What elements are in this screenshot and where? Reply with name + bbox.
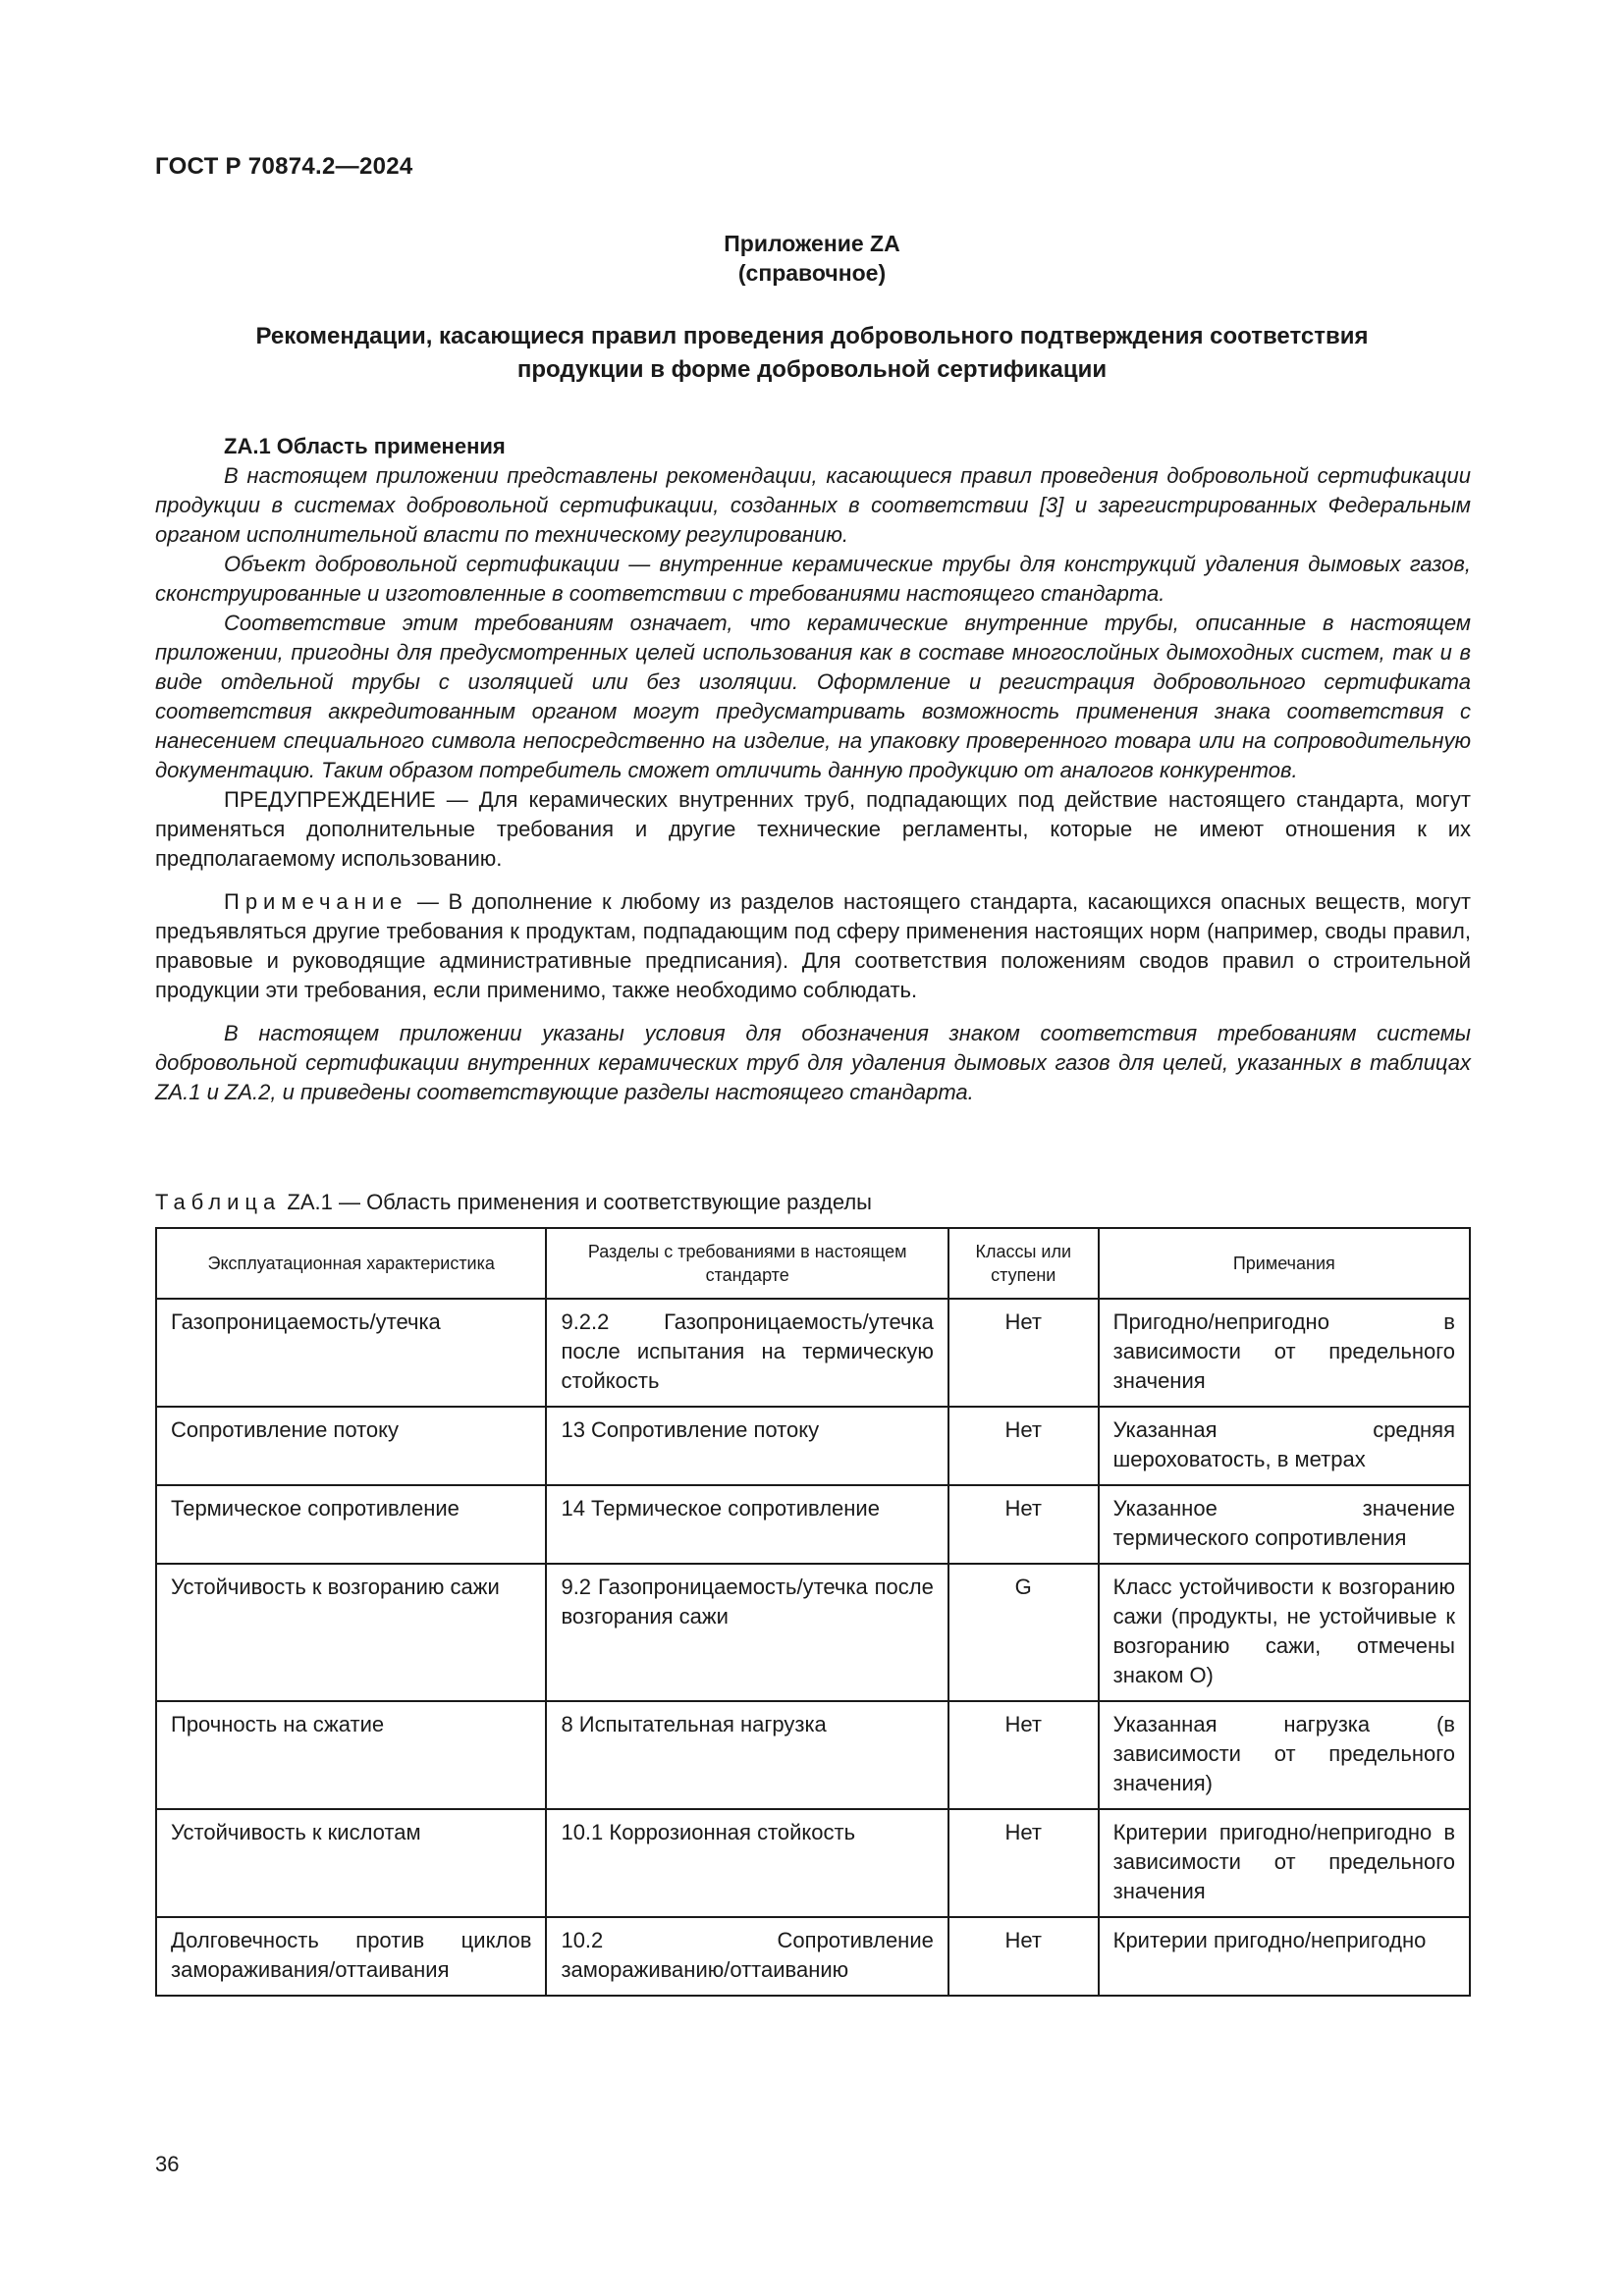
cell-sections: 10.1 Коррозионная стойкость bbox=[546, 1809, 947, 1917]
paragraph-intro: В настоящем приложении представлены рекомендации, касающиеся правил проведения добровольной сертификации продукции в системах добровольной сертификации, созданных в соответствии [3] и зарегистрированных Федеральным органом исполнительной власти по техническому регулированию. bbox=[155, 463, 1471, 547]
table-row bbox=[156, 1809, 1470, 1917]
body-text bbox=[155, 432, 1471, 1107]
note-label: Примечание bbox=[224, 889, 408, 914]
table-row bbox=[156, 1564, 1470, 1701]
scope-table bbox=[155, 1227, 1471, 1997]
cell-characteristic: Долговечность против циклов замораживания/оттаивания bbox=[156, 1917, 546, 1996]
cell-characteristic: Устойчивость к возгоранию сажи bbox=[156, 1564, 546, 1701]
paragraph-conformity: Соответствие этим требованиям означает, что керамические внутренние трубы, описанные в настоящем приложении, пригодны для предусмотренных целей использования как в составе многослойных дымоходных систем, так и в виде отдельной трубы с изоляцией или без изоляции. Оформление и регистрация добровольного сертификата соответствия аккредитованным органом могут предусматривать возможность применения знака соответствия с нанесением специального символа непосредственно на изделие, на упаковку проверенного товара или на сопроводительную документацию. Таким образом потребитель сможет отличить данную продукцию от аналогов конкурентов. bbox=[155, 611, 1471, 782]
paragraph-object: Объект добровольной сертификации — внутренние керамические трубы для конструкций удаления дымовых газов, сконструированные и изготовленные в соответствии с требованиями настоящего стандарта. bbox=[155, 552, 1471, 606]
header-characteristic: Эксплуатационная характеристика bbox=[156, 1228, 546, 1299]
header-sections: Разделы с требованиями в настоящем стандарте bbox=[546, 1228, 947, 1299]
cell-characteristic: Газопроницаемость/утечка bbox=[156, 1299, 546, 1407]
cell-notes: Критерии пригодно/непригодно в зависимости от предельного значения bbox=[1099, 1809, 1470, 1917]
note-text: — В дополнение к любому из разделов настоящего стандарта, касающихся опасных веществ, могут предъявляться другие требования к продуктам, подпадающим под сферу применения настоящих норм (например, своды правил, правовые и руководящие административные предписания). Для соответствия положениям сводов правил о строительной продукции эти требования, если применимо, также необходимо соблюдать. bbox=[155, 889, 1471, 1002]
cell-notes: Указанное значение термического сопротивления bbox=[1099, 1485, 1470, 1564]
table-row bbox=[156, 1917, 1470, 1996]
cell-notes: Пригодно/непригодно в зависимости от предельного значения bbox=[1099, 1299, 1470, 1407]
cell-notes: Класс устойчивости к возгоранию сажи (продукты, не устойчивые к возгоранию сажи, отмечены знаком O) bbox=[1099, 1564, 1470, 1701]
table-row bbox=[156, 1485, 1470, 1564]
cell-classes: Нет bbox=[948, 1917, 1099, 1996]
cell-characteristic: Устойчивость к кислотам bbox=[156, 1809, 546, 1917]
cell-notes: Критерии пригодно/непригодно bbox=[1099, 1917, 1470, 1996]
paragraph-tables-ref: В настоящем приложении указаны условия для обозначения знаком соответствия требованиям системы добровольной сертификации внутренних керамических труб для удаления дымовых газов для целей, указанных в таблицах ZA.1 и ZA.2, и приведены соответствующие разделы настоящего стандарта. bbox=[155, 1021, 1471, 1104]
cell-characteristic: Прочность на сжатие bbox=[156, 1701, 546, 1809]
document-code: ГОСТ Р 70874.2—2024 bbox=[155, 153, 413, 180]
cell-classes: Нет bbox=[948, 1407, 1099, 1485]
appendix-type: (справочное) bbox=[737, 260, 887, 286]
table-caption-text: ZA.1 — Область применения и соответствующие разделы bbox=[281, 1190, 872, 1214]
cell-classes: Нет bbox=[948, 1701, 1099, 1809]
cell-sections: 14 Термическое сопротивление bbox=[546, 1485, 947, 1564]
cell-classes: G bbox=[948, 1564, 1099, 1701]
appendix-label: Приложение ZA bbox=[724, 231, 900, 256]
cell-classes: Нет bbox=[948, 1809, 1099, 1917]
paragraph-note bbox=[155, 887, 1471, 1005]
cell-classes: Нет bbox=[948, 1485, 1099, 1564]
cell-sections: 10.2 Сопротивление замораживанию/оттаиванию bbox=[546, 1917, 947, 1996]
section-heading: ZA.1 Область применения bbox=[224, 434, 506, 458]
cell-sections: 8 Испытательная нагрузка bbox=[546, 1701, 947, 1809]
table-row bbox=[156, 1299, 1470, 1407]
cell-characteristic: Сопротивление потоку bbox=[156, 1407, 546, 1485]
page-number: 36 bbox=[155, 2152, 180, 2176]
cell-classes: Нет bbox=[948, 1299, 1099, 1407]
cell-sections: 9.2.2 Газопроницаемость/утечка после испытания на термическую стойкость bbox=[546, 1299, 947, 1407]
paragraph-warning: ПРЕДУПРЕЖДЕНИЕ — Для керамических внутренних труб, подпадающих под действие настоящего стандарта, могут применяться дополнительные требования и другие технические регламенты, которые не имеют отношения к их предполагаемому использованию. bbox=[155, 787, 1471, 871]
appendix-title bbox=[0, 229, 1624, 288]
header-notes: Примечания bbox=[1099, 1228, 1470, 1299]
table-caption bbox=[155, 1190, 872, 1215]
main-title: Рекомендации, касающиеся правил проведения добровольного подтверждения соответствия продукции в форме добровольной сертификации bbox=[255, 323, 1369, 383]
cell-characteristic: Термическое сопротивление bbox=[156, 1485, 546, 1564]
header-classes: Классы или ступени bbox=[948, 1228, 1099, 1299]
table-header-row bbox=[156, 1228, 1470, 1299]
table-row bbox=[156, 1407, 1470, 1485]
cell-sections: 13 Сопротивление потоку bbox=[546, 1407, 947, 1485]
cell-sections: 9.2 Газопроницаемость/утечка после возгорания сажи bbox=[546, 1564, 947, 1701]
table-caption-label: Таблица bbox=[155, 1190, 282, 1214]
cell-notes: Указанная нагрузка (в зависимости от предельного значения) bbox=[1099, 1701, 1470, 1809]
table-row bbox=[156, 1701, 1470, 1809]
cell-notes: Указанная средняя шероховатость, в метрах bbox=[1099, 1407, 1470, 1485]
